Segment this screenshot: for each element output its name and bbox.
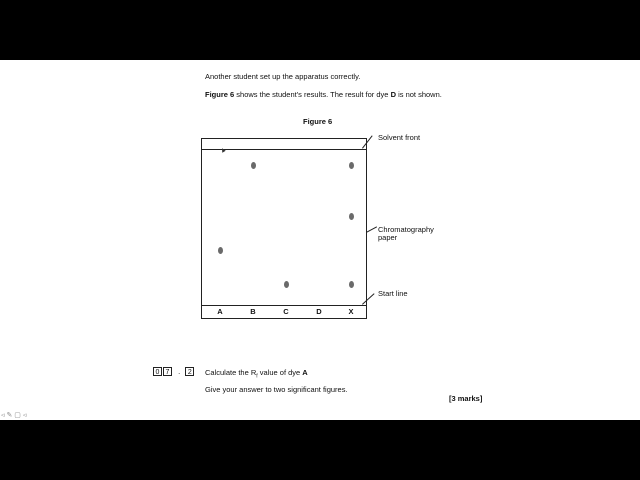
lane-label-d: D bbox=[316, 307, 322, 316]
spot-c bbox=[284, 281, 289, 288]
question-prompt bbox=[205, 368, 308, 382]
question-number bbox=[153, 367, 195, 376]
spot-x-top bbox=[349, 162, 354, 169]
paper-label-line2: paper bbox=[378, 233, 398, 242]
spot-a bbox=[218, 247, 223, 254]
lane-label-c: C bbox=[283, 307, 289, 316]
question-digit-2: 7 bbox=[163, 367, 172, 376]
figure-ref: Figure 6 bbox=[205, 90, 235, 99]
spot-x-bottom bbox=[349, 281, 354, 288]
paper-leader bbox=[366, 226, 377, 233]
start-line-label: Start line bbox=[378, 289, 408, 298]
spot-x-middle bbox=[349, 213, 354, 220]
question-separator: . bbox=[178, 367, 181, 376]
solvent-front-line bbox=[202, 149, 366, 150]
rf-subscript: f bbox=[256, 373, 258, 380]
question-digit-1: 0 bbox=[153, 367, 162, 376]
marks-label: [3 marks] bbox=[449, 394, 483, 403]
lane-label-a: A bbox=[217, 307, 223, 316]
question-prompt-text: Calculate the R bbox=[205, 368, 257, 377]
intro-line-2-mid: shows the student's results. The result for dye bbox=[234, 90, 391, 99]
solvent-front-label: Solvent front bbox=[378, 133, 421, 142]
worksheet-page bbox=[0, 60, 640, 420]
presentation-toolbar[interactable]: ◃ ✎ ▢ ◃ bbox=[1, 412, 27, 419]
lane-label-b: B bbox=[250, 307, 256, 316]
question-instruction: Give your answer to two significant figures. bbox=[205, 385, 348, 394]
intro-line-1: Another student set up the apparatus correctly. bbox=[205, 72, 361, 81]
paper-label-line1: Chromatography bbox=[378, 225, 434, 234]
spot-b bbox=[251, 162, 256, 169]
intro-line-2 bbox=[205, 90, 442, 99]
dye-a-ref: A bbox=[302, 368, 308, 377]
lane-label-x: X bbox=[348, 307, 354, 316]
figure-title: Figure 6 bbox=[303, 117, 333, 126]
question-prompt-mid: value of dye bbox=[257, 368, 303, 377]
question-part: 2 bbox=[185, 367, 194, 376]
dye-d-ref: D bbox=[390, 90, 396, 99]
intro-line-2-end: is not shown. bbox=[395, 90, 442, 99]
start-line bbox=[202, 305, 366, 306]
chromatography-paper bbox=[201, 138, 367, 319]
